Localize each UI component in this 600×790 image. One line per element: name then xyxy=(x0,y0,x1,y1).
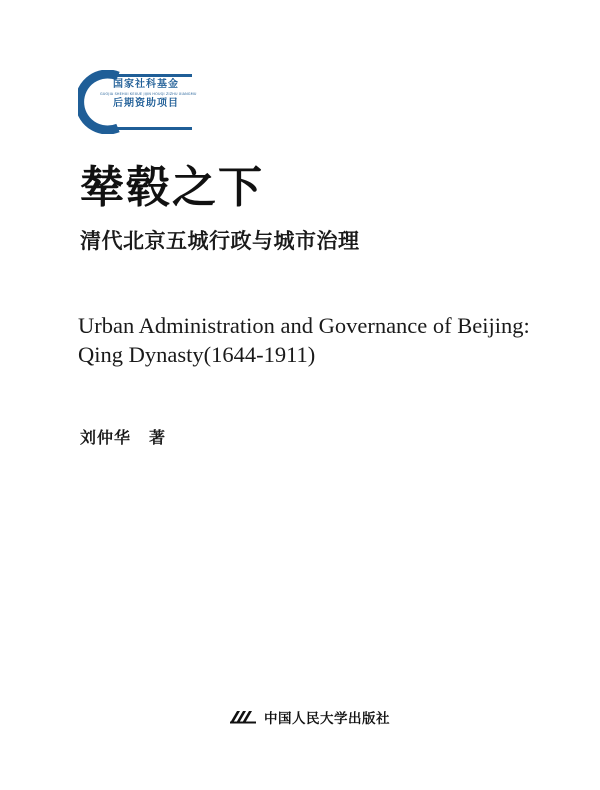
publisher-name: 中国人民大学出版社 xyxy=(264,711,390,727)
badge-pinyin: GUOJIA SHEHUI KEXUE JIJIN HOUQI ZIZHU XIANGMU xyxy=(100,92,197,96)
fund-badge xyxy=(78,70,197,134)
author-role: 著 xyxy=(149,428,167,447)
badge-subtitle: 后期资助项目 xyxy=(113,98,179,109)
english-title-line-2: Qing Dynasty(1644-1911) xyxy=(78,342,316,367)
book-subtitle-chinese: 清代北京五城行政与城市治理 xyxy=(80,229,360,253)
book-title-chinese: 辇毂之下 xyxy=(80,162,264,213)
english-title-line-1: Urban Administration and Governance of Beijing: xyxy=(78,313,530,338)
author-name: 刘仲华 xyxy=(80,428,132,447)
publisher-logo-icon xyxy=(228,709,258,725)
badge-text xyxy=(100,78,197,110)
book-title-english xyxy=(78,311,568,369)
publisher xyxy=(228,706,390,728)
author-line xyxy=(80,426,166,450)
badge-title: 国家社科基金 xyxy=(113,79,179,90)
